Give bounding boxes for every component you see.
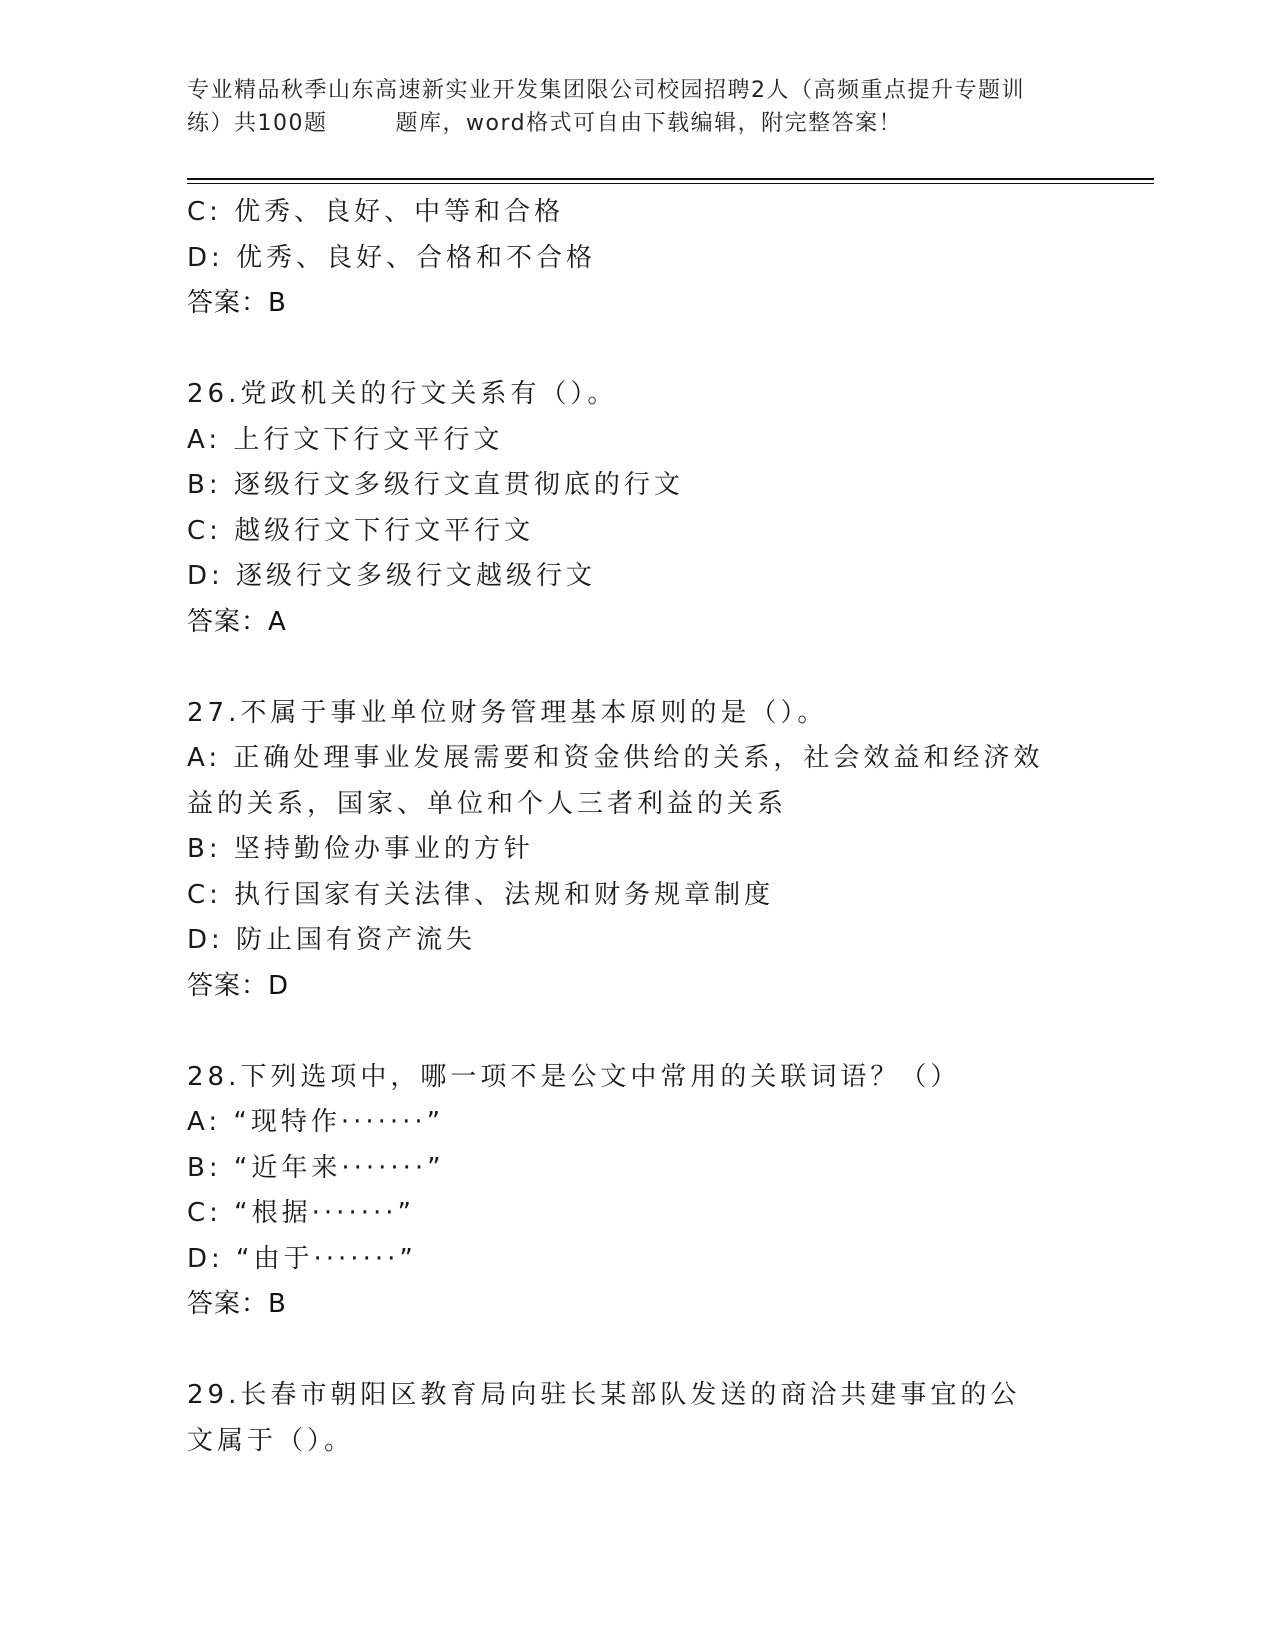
answer: 答案：B xyxy=(187,1289,287,1319)
option-d: D: “由于·······” xyxy=(187,1243,417,1274)
answer: 答案：B xyxy=(187,288,287,318)
question-title: 26.党政机关的行文关系有（）。 xyxy=(187,379,618,409)
question-26 xyxy=(187,372,1087,645)
page-header xyxy=(187,74,1087,140)
option-a: A: 上行文下行文平行文 xyxy=(187,424,504,455)
header-rule-thin xyxy=(187,183,1154,184)
question-title: 28.下列选项中，哪一项不是公文中常用的关联词语？（） xyxy=(187,1061,961,1092)
question-29 xyxy=(187,1373,1087,1464)
question-25-continued xyxy=(187,190,1087,327)
option-a: A: 正确处理事业发展需要和资金供给的关系，社会效益和经济效益的关系，国家、单位和个人三者利益的关系 xyxy=(187,743,1044,819)
option-c: C: 越级行文下行文平行文 xyxy=(187,515,535,546)
answer: 答案：A xyxy=(187,606,287,637)
header-line-2 xyxy=(187,107,1087,140)
option-c: C: “根据·······” xyxy=(187,1198,415,1228)
option-c: C: 执行国家有关法律、法规和财务规章制度 xyxy=(187,879,775,910)
option-d: D: 防止国有资产流失 xyxy=(187,925,477,955)
question-title: 27.不属于事业单位财务管理基本原则的是（）。 xyxy=(187,697,828,728)
question-title: 29.长春市朝阳区教育局向驻长某部队发送的商洽共建事宜的公文属于（）。 xyxy=(187,1380,1021,1456)
question-27 xyxy=(187,691,1087,1010)
header-rule-thick xyxy=(187,178,1154,180)
option-b: B: 坚持勤俭办事业的方针 xyxy=(187,834,534,864)
option-d: D: 逐级行文多级行文越级行文 xyxy=(187,561,597,591)
header-line-2-a: 练）共100题 xyxy=(187,111,328,136)
header-line-1: 专业精品秋季山东高速新实业开发集团限公司校园招聘2人（高频重点提升专题训 xyxy=(187,78,1025,103)
question-28 xyxy=(187,1055,1087,1328)
option-b: B: 逐级行文多级行文直贯彻底的行文 xyxy=(187,470,684,500)
header-line-2-b: 题库，word格式可自由下载编辑，附完整答案！ xyxy=(395,111,903,136)
option-d: D: 优秀、良好、合格和不合格 xyxy=(187,242,597,273)
option-c: C: 优秀、良好、中等和合格 xyxy=(187,197,565,227)
answer: 答案：D xyxy=(187,970,290,1001)
option-a: A: “现特作·······” xyxy=(187,1107,445,1137)
document-content xyxy=(187,190,1087,1464)
option-b: B: “近年来·······” xyxy=(187,1152,445,1183)
